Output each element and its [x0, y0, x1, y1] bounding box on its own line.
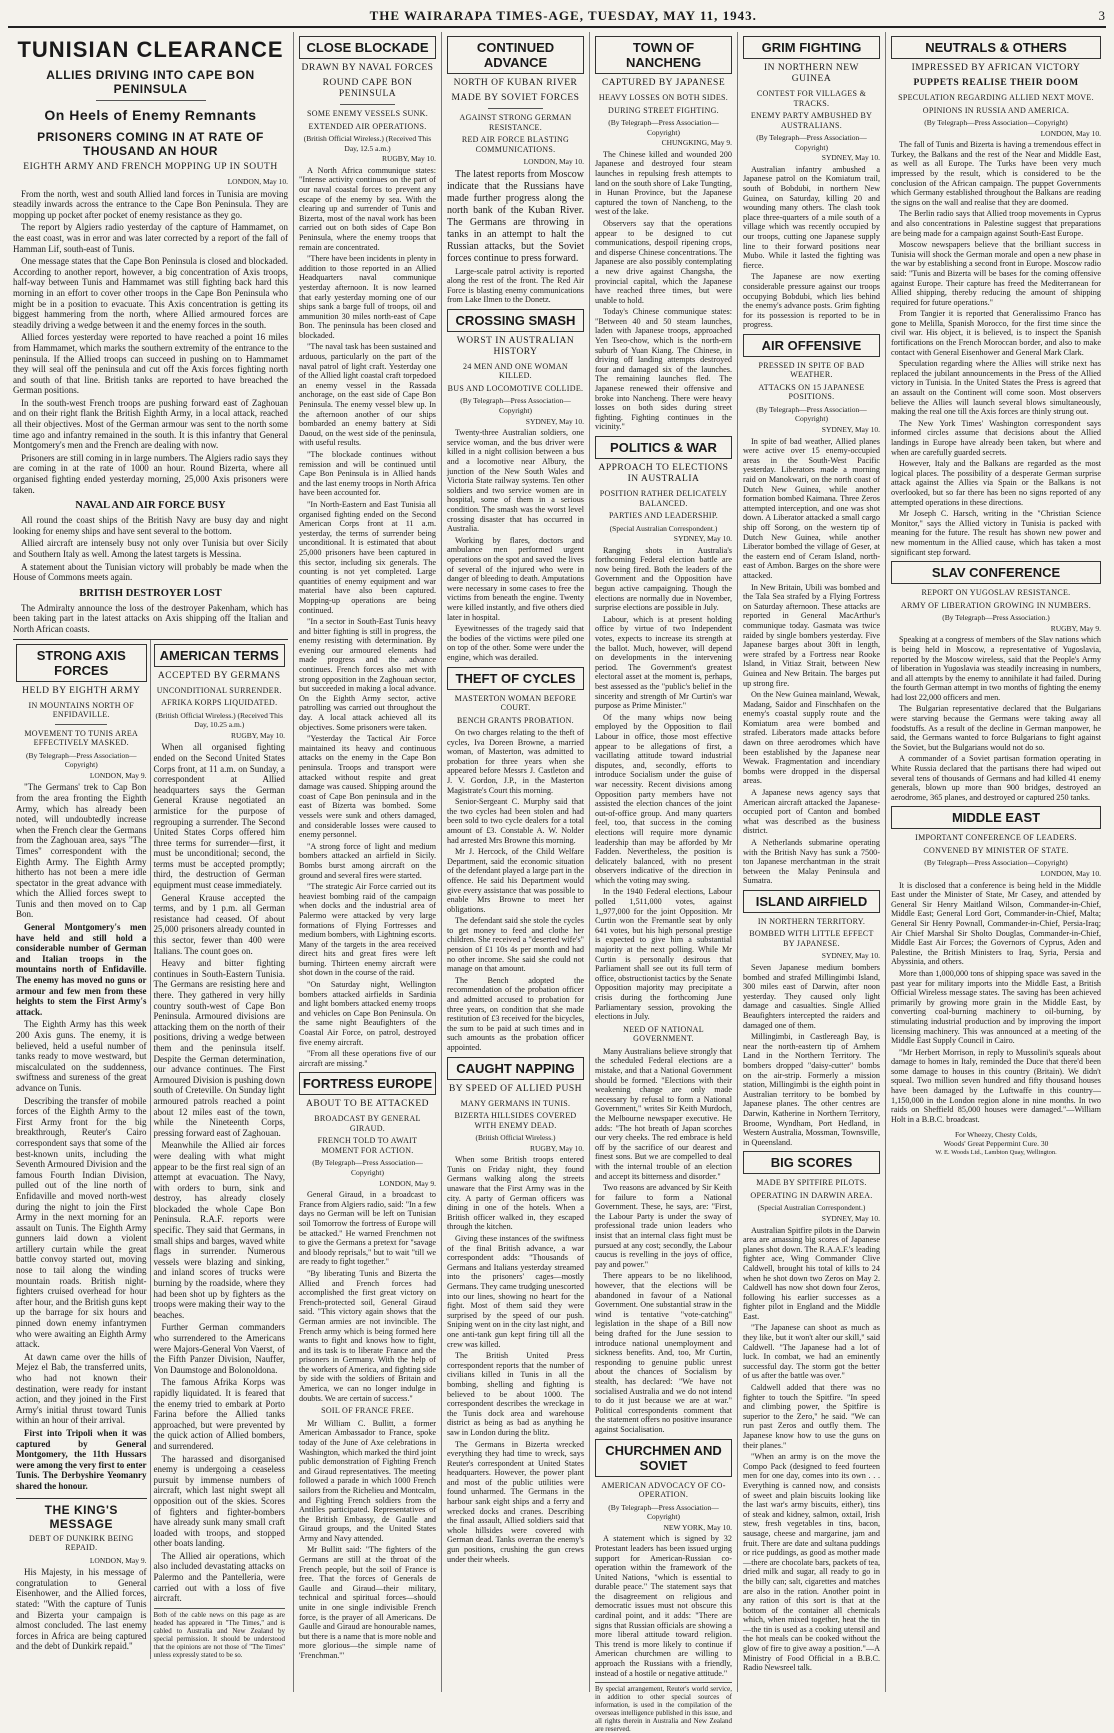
deck: DEBT OF DUNKIRK BEING REPAID.	[28, 1533, 134, 1553]
paragraph: Meanwhile the Allied air forces were dealing with what might appear to be the first real sign of an attempt at evacuation. The Navy, with orders to burn, sink and destroy, has already closely blockaded the whole Cape Bon Peninsula. R.A.F. reports were specific. They said that Germans, in small ships and barges, waved white flags in surrender. Numerous vessels were blazing and sinking, and inland scores of trucks were burning by the roadside, where they had been shot up by fighters as the troops were making their way to the beaches.	[153, 1140, 285, 1320]
headline-air-offensive: AIR OFFENSIVE	[743, 334, 880, 357]
ad-line: W. E. Woods Ltd., Lambton Quay, Wellington.	[935, 1149, 1057, 1157]
headline-theft-of-cycles: THEFT OF CYCLES	[447, 667, 584, 690]
paragraph: "The Germans' trek to Cap Bon from the area fronting the Eighth Army, which has already been noted, will undoubtedly increase when the French clear the Germans from the Zaghouan area, says "The Times" correspondent with the Eighth Army. The Eighth Army hitherto has not been a mere idle spectator in the great advance with which the Allied forces swept to Tunis and then moved on to Cap Bon.	[16, 782, 147, 920]
deck: On Heels of Enemy Remnants	[44, 107, 257, 123]
headline-town-of-nancheng: TOWN OF NANCHENG	[595, 36, 732, 74]
credit: (British Official Wireless.)	[475, 1133, 556, 1143]
paragraph: Many Australians believe strongly that the scheduled Federal elections are a mistake, and that a National Government should be formed. "Elections with their weakening change are only made necessary by refusal to form a National Government," writes Sir Keith Murdoch, the Melbourne newspaper executive. He adds: "The hot breath of Japan scorches our very cheeks. The red embrace is held off by the sacrifice of our dearest and finest sons. But we are compelled to deal with the internal trouble of an election and accept its bitterness and disorder."	[595, 1046, 732, 1181]
paragraph: The report by Algiers radio yesterday of the capture of Hammamet, on the east coast, was in error and was later corrected by a report of the fall of Hamman Lif, south-east of Tunis.	[13, 222, 288, 254]
deck: 24 MEN AND ONE WOMAN KILLED.	[463, 361, 568, 381]
deck: CONTEST FOR VILLAGES & TRACKS.	[756, 89, 867, 108]
deck: RED AIR FORCE BLASTING COMMUNICATIONS.	[461, 135, 570, 154]
headline: AMERICAN TERMS	[154, 644, 286, 667]
deck: HEAVY LOSSES ON BOTH SIDES.	[598, 93, 729, 102]
paragraph: "Yesterday the Tactical Air Force maintained its heavy and continuous attacks on the enemy in the Cape Bon peninsula. Troops and transport were attacked without respite and great damage was caused. Shipping around the coast of Cape Bon peninsula and in the east of Bizerta was bombed. Some vessels were sunk and others damaged, and considerable losses were caused to enemy personnel.	[299, 734, 436, 840]
headline-island-airfield: ISLAND AIRFIELD	[743, 890, 880, 913]
headline-close-blockade: CLOSE BLOCKADE	[299, 36, 436, 59]
paragraph: "Mr Herbert Morrison, in reply to Mussolini's squeals about damage to homes in Italy, reminded the Duce that there'd been some damage to houses in this country (Britain). We didn't squeal. Two million seven hundred and fifty thousand houses have been damaged by the Luftwaffe in this country—1,150,000 in the London region alone in nine months. In two raids on Sheffield 85,000 houses were damaged."—William Holt in a B.B.C. broadcast.	[891, 1047, 1101, 1124]
dateline: NEW YORK, May 10.	[663, 1522, 732, 1532]
headline-churchmen-and-soviet: CHURCHMEN AND SOVIET	[595, 1439, 732, 1477]
dateline: LONDON, May 9.	[379, 1178, 436, 1188]
paragraph: Heavy and bitter fighting continues in South-Eastern Tunisia. The Germans are resisting here and there. They gathered in very hilly country south-west of Cape Bon Peninsula. Armoured divisions are attacking them on the north of their positions, driving a wedge between them and the peninsula itself. Despite the German determination, our advance continues. The First Armoured Division is pushing down south of Creteville. On Sunday light armoured patrols reached a point about 12 miles east of the town, while the Nineteenth Corps, pressing forward east of Zaghouan.	[153, 958, 285, 1138]
paragraph: The famous Afrika Korps was rapidly liquidated. It is feared that the enemy tried to embark at Porto Farina before the Allied tanks approached, but were prevented by the quick action of Allied bombers, and surrendered.	[153, 1377, 285, 1451]
deck: HELD BY EIGHTH ARMY	[22, 685, 141, 696]
paragraph: "The naval task has been sustained and arduous, particularly on the part of the naval patrol of light craft. Yesterday one of the Allied light coastal craft torpedoed an enemy vessel in the Rassada anchorage, on the east side of Cape Bon Peninsula. The enemy vessel blew up. In the afternoon another of our ships bombarded an enemy battery at Sidi Daoud, on the west side of the peninsula, with useful results.	[299, 342, 436, 448]
dateline: RUGBY, May 10.	[529, 1143, 584, 1153]
paragraph: The Allied air operations, which also included devastating attacks on Palermo and the Pantelleria, were carried out with a loss of five aircraft.	[153, 1550, 285, 1604]
headline-continued-advance: CONTINUED ADVANCE	[447, 36, 584, 74]
paragraph: A commander of a Soviet partisan formation operating in White Russia declared that the partisans there had wiped out several tens of thousands of Germans and had killed 41 enemy generals, blown up more than 900 bridges, destroyed an aerodrome, 365 planes, and destroyed or captured 250 tanks.	[891, 754, 1101, 802]
paragraph: Australian Spitfire pilots in the Darwin area are amassing big scores of Japanese planes shot down. The R.A.A.F.'s leading fighter ace, Wing Commander Clive Caldwell, brought his total of kills to 24 when he shot down two Zeros on May 2. Caldwell has now shot down four Zeros, following his earlier successes as a fighter pilot in England and the Middle East.	[743, 1225, 880, 1321]
paragraph: The Japanese are now exerting considerable pressure against our troops occupying Bobdubi, which lies behind the enemy's advance posts. Grim fighting for its possession is reported to be in progress.	[743, 272, 880, 330]
paragraph: The harassed and disorganised enemy is undergoing a ceaseless pursuit by immense numbers of aircraft, which last night swept all opposition out of the skies. Scores of fighters and fighter-bombers have already sunk many small craft loaded with troops, and stopped other boats landing.	[153, 1453, 285, 1549]
paragraph: From the north, west and south Allied land forces in Tunisia are moving steadily inwards across the entrance to the Cape Bon Peninsula. They are mopping up pocket after pocket of enemy resistance as they go.	[13, 188, 288, 220]
deck: PARTIES AND LEADERSHIP.	[608, 511, 719, 520]
paragraph: Allied forces yesterday were reported to have reached a point 16 miles from Hammamet, which marks the southern extremity of the entrance to the peninsula. If the Allied troops can succeed in pushing on to Hammamet they will seal off the peninsula and cut off the Axis forces fighting north and south of that line. British tanks are reported to have breached the German positions.	[13, 332, 288, 396]
deck: IN NORTHERN NEW GUINEA	[763, 63, 860, 84]
ad-line: For Wheezy, Chesty Colds,	[954, 1130, 1038, 1140]
paragraph: Allied aircraft are intensely busy not only over Tunisia but over Sicily and Southern Italy as well. Among the latest targets is Messina.	[13, 538, 288, 559]
credit: (By Telegraph—Press Association—Copyright)	[756, 133, 867, 152]
dateline: LONDON, May 10.	[523, 157, 584, 166]
paragraph: The British United Press correspondent reports that the number of civilians killed in Tunis in all the bombing, shelling and fighting is believed to be about 1000. The correspondent describes the wreckage in the Tunis dock area and warehouse district as being as bad as anything he saw in London during the blitz.	[447, 1351, 584, 1437]
deck: NORTH OF KUBAN RIVER	[453, 78, 578, 88]
credit: (By Telegraph—Press Association—Copyright)	[25, 750, 137, 770]
paragraph: Twenty-three Australian soldiers, one service woman, and the bus driver were killed in a night collision between a bus and a locomotive near Albury, the junction of the New South Wales and Victoria State railway systems. Ten other soldiers and two service women are in hospital, some of them in a serious condition. The smash was the worst level crossing disaster that has occurred in Australia.	[447, 428, 584, 534]
paragraph: Observers say that the operations appear to be designed to cut communications, despoil ripening crops, and disperse Chinese concentrations. The Japanese are also possibly contemplating a new drive against Changsha, the provincial capital, which the Japanese have reached three times, but were unable to hold.	[595, 218, 732, 305]
paragraph: Labour, which is at present holding office by virtue of two Independent votes, expects to increase its strength at the ballot. Much, however, will depend on developments in the intervening period. The Government's greatest electoral asset at the moment is, perhaps, best assessed as the "public's belief in the sincerity and strength of Mr Curtin's war purpose as Prime Minister."	[595, 614, 732, 711]
advertisement	[891, 1130, 1101, 1157]
paragraph: The Bench adopted the recommendation of the probation officer and admitted accused to probation for three years, on condition that she made restitution of £3 received for the bicycles, the sum to be paid at such times and in such amounts as the probation officer appointed.	[447, 975, 584, 1052]
paragraph: "A strong force of light and medium bombers attacked an airfield in Sicily. Bombs burst among aircraft on the ground and several fires were started.	[299, 841, 436, 880]
paragraph: More than 1,000,000 tons of shipping space was saved in the past year for military imports into the Middle East, a British Official Wireless message states. The saving has been achieved primarily by growing more grain in the Middle East, by converting coal-burning machinery to oil-burning, by stimulating industrial production and by improving the import licensing machinery. This was announced at a meeting of the Middle East Supply Council in Cairo.	[891, 968, 1101, 1046]
dateline: RUGBY, May 10.	[230, 730, 285, 740]
subheading: SOIL OF FRANCE FREE.	[321, 1406, 414, 1416]
deck: BIZERTA HILLSIDES COVERED WITH ENEMY DEAD.	[454, 1111, 577, 1130]
paragraph: On the New Guinea mainland, Wewak, Madang, Saidor and Finschhafen on the enemy's coastal supply route and the Komiatum area were bombed and strafed. Liberators made attacks before dawn on three aerodromes which have been established by the Japanese near Wewak. Fragmentation and incendiary bombs were dropped in the dispersal areas.	[743, 690, 880, 786]
credit: (Special Australian Correspondent.)	[757, 1203, 866, 1213]
paragraph: A Japanese news agency says that American aircraft attacked the Japanese-occupied port of Canton and bombed what was described as the business district.	[743, 788, 880, 836]
paragraph: The Chinese killed and wounded 200 Japanese and destroyed four steam launches in repulsing fresh attempts to land on the south shore of Lake Tungting, in Hunan Province, but the Japanese captured the town of Nancheng, to the west of the lake.	[595, 149, 732, 217]
masthead	[8, 6, 1106, 28]
paragraph: The Eighth Army has this week 200 Axis guns. The enemy, it is believed, held a useful number of tanks ready to move westward, but miscalculated on the suddenness, swiftness and sureness of the great advance on Tunis.	[16, 1019, 147, 1093]
credit: (By Telegraph—Press Association—Copyright)	[924, 118, 1068, 127]
paragraph: Giving these instances of the swiftness of the final British advance, a war correspondent adds: "Thousands of Germans and Italians yesterday streamed into the prisoners' cages—mostly Germans. They came trudging unescorted into our lines, showing no heart for the fight. Most of them said they were surprised by the speed of our push. Sniping went on in the city last night, and one anti-tank gun kept firing till all the crew was killed.	[447, 1234, 584, 1349]
paragraph: The latest reports from Moscow indicate that the Russians have made further progress along the north bank of the Kuban River. The Germans are throwing in tanks in an attempt to halt the Russian attacks, but the Soviet forces continue to press forward.	[447, 168, 584, 264]
dateline: CHUNGKING, May 9.	[661, 138, 732, 148]
headline-slav-conference: SLAV CONFERENCE	[891, 561, 1101, 584]
dateline: RUGBY, May 10.	[381, 154, 436, 164]
deck: ENEMY PARTY AMBUSHED BY AUSTRALIANS.	[750, 111, 873, 130]
article-strong-axis-forces	[13, 640, 151, 1659]
headline: THE KING'S MESSAGE	[16, 1498, 147, 1531]
column-6	[886, 32, 1106, 1692]
credit: (By Telegraph—Press Association—Copyright)	[756, 404, 867, 424]
deck: EXTENDED AIR OPERATIONS.	[308, 121, 427, 131]
deck: DRAWN BY NAVAL FORCES	[301, 63, 434, 73]
masthead-title: THE WAIRARAPA TIMES-AGE, TUESDAY, MAY 11, 1943.	[369, 8, 757, 23]
paragraph: The Admiralty announce the loss of the destroyer Pakenham, which has been taking part in the latest attacks on Axis shipping off the Italian and North African coasts.	[13, 602, 288, 634]
paragraph: Ranging shots in Australia's forthcoming Federal election battle are now being fired. Both the leaders of the Government and the Opposition have begun active campaigning. Though the elections are normally due in November, surprise elections are possible in July.	[595, 545, 732, 613]
paragraph: Mr Joseph C. Harsch, writing in the "Christian Science Monitor," says the Allied victory in Tunisia is packed with meaning for the future. The result has shown new power and new momentum in the Allied cause, which has taken a most significant step forward.	[891, 509, 1101, 557]
dateline: LONDON, May 9.	[89, 1555, 147, 1565]
deck: APPROACH TO ELECTIONS IN AUSTRALIA	[598, 463, 729, 484]
dateline: LONDON, May 10.	[1040, 869, 1101, 878]
deck: POSITION RATHER DELICATELY BALANCED.	[599, 489, 728, 508]
credit: (Special Australian Correspondent.)	[609, 523, 718, 533]
paragraph: In New Britain, Ubili was bombed and the Tala Sea strafed by a Flying Fortress on Saturday afternoon. These attacks are reported in General MacArthur's communique today. Gasmata was twice raided by single bombers yesterday. Five Japanese barges about 30ft in length, were strafed by a Fortress near Rooke Island, in Vitiaz Strait, between New Guinea and New Britain. The barges put up strong fire.	[743, 582, 880, 688]
paragraph: A statement which is signed by 32 Protestant leaders has been issued urging support for American-Russian co-operation within the framework of the United Nations, "which is essential to durable peace." The statement says that the disagreement on religious and democratic issues must not obscure this cardinal point, and it adds: "There are signs that Russian officials are showing a more liberal attitude toward religion. This trend is more likely to continue if American churchmen are willing to approach the Russians with a friendly, instead of a hostile or negative attitude."	[595, 1534, 732, 1678]
deck: OPINIONS IN RUSSIA AND AMERICA.	[922, 105, 1070, 115]
paragraph: Eyewitnesses of the tragedy said that the bodies of the victims were piled one on top of the other. Some were under the engine, which was derailed.	[447, 624, 584, 662]
paragraph: At dawn came over the hills of Mejez el Bab, the transferred units, who had not known their destination, were ready for instant action, and they joined in the First Army's initial thrust toward Tunis within an hour of their arrival.	[16, 1351, 147, 1426]
paragraph: "When an army is on the move the Compo Pack (designed to feed fourteen men for one day, comes into its own . . . Everything is canned now, and consists of sweet and plain biscuits looking like the last war's army biscuits, either), tins of steak and kidney, salmon, oxtail, Irish stew, fresh vegetables in tins, bacon, sausage, cheese and margarine, jam and fruit. There are date and sultana puddings or rice puddings, as good as mother made—there are chocolate bars, packets of tea, dried milk and sugar, all ready to go in the billy can; salt, cigarettes and matches are also in the ration. Another point in any ration of this sort is that at the bottom of the container all chemicals which, when mixed together, heat the tin—the tin is used as a cooking utensil and the hot meals can be cooked without the glow of fire to give away a position."—A Ministry of Food Official in a B.B.C. Radio Newsreel talk.	[743, 1452, 880, 1673]
paragraph: When all organised fighting ended on the Second United States Corps front, at 11 a.m. on Sunday, a correspondent at Allied headquarters says the German General Krause negotiated an armistice for the purpose of regrouping a surrender. The Second United States Corps offered him three terms for surrender—first, it must be unconditional; second, the terms must be accepted promptly; third, the destruction of German equipment must cease immediately.	[153, 742, 285, 891]
deck: ARMY OF LIBERATION GROWING IN NUMBERS.	[900, 600, 1092, 610]
paragraph: "The strategic Air Force carried out its heaviest bombing raid of the campaign when docks and the industrial area of Palermo were attacked by very large formations of Flying Fortresses and medium bombers, with Lightning escorts. Many of the targets in the area received direct hits and great fires were left burning. Thirteen enemy aircraft were shot down in the course of the raid.	[299, 882, 436, 978]
deck: BOMBED WITH LITTLE EFFECT BY JAPANESE.	[749, 929, 874, 948]
paragraph: Today's Chinese communique states: "Between 40 and 50 steam launches, laden with Japanese troops, approached Yen Tseo-chow, which is the north-ern suburb of Yuan Kiang. The Chinese, in driving off landing attempts destroyed four and damaged six of the launches. The remaining launches fled. The Japanese renewed their offensive and broke into Nancheng. There were heavy losses on both sides during street fighting. Fighting continues in the vicinity."	[595, 307, 732, 432]
paragraph: "There have been incidents in plenty in addition to those reported in an Allied Headquarters naval communique yesterday afternoon. It is now learned that early yesterday morning one of our ships sank a barge full of troops, oil and ammunition 30 miles north-east of Cape Bon. The peninsula has been closed and blockaded.	[299, 254, 436, 340]
dateline: LONDON, May 10.	[1040, 128, 1101, 138]
paragraph: Working by flares, doctors and ambulance men performed urgent operations on the spot and saved the lives of several of the injured who were in danger of bleeding to death. Amputations were necessary in some cases to free the victims from beneath the engine. Twenty were killed instantly, and five others died later in hospital.	[447, 535, 584, 622]
column-2	[294, 32, 442, 1692]
paragraph: The New York Times' Washington correspondent says informed circles assume that decisions about the Allied landings in Europe have already been taken, but where and when are carefully guarded secrets.	[891, 418, 1101, 457]
deck: MADE BY SPITFIRE PILOTS.	[756, 1178, 867, 1188]
dateline: SYDNEY, May 10.	[821, 425, 880, 435]
headline: STRONG AXIS FORCES	[16, 644, 147, 682]
deck: PUPPETS REALISE THEIR DOOM	[913, 78, 1079, 88]
paragraph: Senior-Sergeant C. Murphy said that the two cycles had been stolen and had been sold to two cycle dealers for a total amount of £3. Constable A. W. Nolder had arrested Mrs Browne this morning.	[447, 797, 584, 845]
credit: (By Telegraph—Press Association—Copyright)	[312, 1158, 423, 1177]
paragraph: The Germans in Bizerta wrecked everything they had time to wreck, says Reuter's correspondent at United States headquarters. However, the power plant and most of the public utilities were found unharmed. The Germans in the harbour sank eight ships and a ferry and wrecked docks and cranes. Describing the final assault, Allied soldiers said that whole hillsides were covered with German dead. Tanks overran the enemy's gun positions, crushing the gun crews under their wheels.	[447, 1439, 584, 1564]
paragraph: "The blockade continues without remission and will be continued until Cape Bon Peninsula is in Allied hands and the last enemy troops in North Africa have been accounted for.	[299, 450, 436, 498]
paragraph: General Giraud, in a broadcast to France from Algiers radio, said: "In a few days no German will be left on Tunisian soil Tomorrow the fortress of Europe will be attacked." He warned Frenchmen not to give the Germans a pretext for "savage and bloody reprisals," but to wait "till we are ready to fight together."	[299, 1190, 436, 1267]
deck: AFRIKA KORPS LIQUIDATED.	[161, 698, 278, 708]
paragraph: In the 1940 Federal elections, Labour polled 1,511,000 votes, against 1,,977,000 for the joint Opposition. Mr Curtin won the Fremantle seat by only 641 votes, but his high personal prestige is expected to give him a substantial majority at the next polling. While Mr Curtin is personally desirous that Parliament shall see out its full term of office, obstructionist tactics by the Senate Opposition majority may precipitate a crisis during the forthcoming June Parliamentary session, provoking the elections in July.	[595, 887, 732, 1022]
column-3	[442, 32, 590, 1692]
deck: BENCH GRANTS PROBATION.	[457, 715, 574, 725]
paragraph: "By liberating Tunis and Bizerta the Allied and French forces had accomplished the first great victory on French-protected soil, General Giraud said. "This victory again shows that the German armies are not invincible. The French army which is being formed here wants to fight and knows how to fight, and its task is to liberate France and the prisoners in Germany. With the help of the workers of America, and fighting side by side with the soldiers of Britain and America, we can no longer indulge in doubts. We are certain of success."	[299, 1268, 436, 1403]
article-american-terms	[151, 640, 289, 1659]
paragraph: In spite of bad weather, Allied planes were active over 15 enemy-occupied areas in the South-West Pacific yesterday. Liberators made a morning raid on Manokwari, on the north coast of Dutch New Guinea, while another formation bombed Kaimana. Three Zeros attempted interception, and one was shot down. A Liberator attacked a small cargo ship off Sorong, on the western tip of Dutch New Guinea, while another Liberator bombed the village of Geser, at the eastern end of Ceram Island, north-east of Ambon. Barges on the shore were attacked.	[743, 436, 880, 580]
headline-middle-east: MIDDLE EAST	[891, 806, 1101, 829]
headline-neutrals-and-others: NEUTRALS & OTHERS	[891, 36, 1101, 59]
reuter-note: By special arrangement, Reuter's world service, in addition to other special sources of information, is used in the compilation of the overseas intelligence published in this issue, and all rights therein in Australia and New Zealand are reserved.	[595, 1682, 732, 1733]
paragraph: A North Africa communique states: "Intense activity continues on the part of our naval coastal forces to prevent any escape of the enemy by sea. With the clearing up and surrender of Tunis and Bizerta, most of the naval work has been carried out on both sides of Cape Bon Peninsula, where the enemy troops that remain are concentrated.	[299, 165, 436, 252]
deck: DURING STREET FIGHTING.	[608, 105, 719, 115]
deck: ALLIES DRIVING INTO CAPE BON PENINSULA	[46, 68, 255, 96]
paragraph: When some British troops entered Tunis on Friday night, they found Germans walking along the streets unaware that the First Army was in the city. A party of German officers was dining in one of the hotels. When a British officer walked in, they escaped through the kitchen.	[447, 1155, 584, 1232]
deck: ABOUT TO BE ATTACKED	[306, 1099, 429, 1110]
paragraph: "In a sector in South-East Tunis heavy and bitter fighting is still in progress, the enemy resisting with determination. By evening our armoured elements had made progress and the advance continues. French forces also met with strong opposition in the Zaghouan sector, but succeeded in making a local advance. On the Eighth Army sector, active patrolling was carried out throughout the day. A local attack achieved all its objectives. Some prisoners were taken.	[299, 617, 436, 732]
paragraph: All round the coast ships of the British Navy are busy day and night looking for enemy ships and have sent several to the bottom.	[13, 515, 288, 536]
paragraph: Mr William C. Bullitt, a former American Ambassador to France, spoke today of the June of Axe celebrations in Washington, which marked the third joint public demonstration of Fighting French and Giraud representatives. The meeting followed a parade in which 1000 French sailors from the Richelieu and Montcalm, and Fighting French soldiers from the Antilles participated. Representatives of the British Embassy, de Gaulle and Giraud groups, and the United States Army and Navy attended.	[299, 1418, 436, 1543]
headline-tunisian-clearance: TUNISIAN CLEARANCE	[17, 37, 284, 62]
paragraph: The defendant said she stole the cycles to get money to feed and clothe her children. She received a "deserted wife's" pension of £1 10s 4s per month and had no other income. She said she could not manage on that amount.	[447, 916, 584, 974]
deck: IN MOUNTAINS NORTH OF ENFIDAVILLE.	[28, 700, 134, 720]
paragraph: The Bulgarian representative declared that the Bulgarians were starving because the Germans were taking away all foodstuffs. As a result of the decline in German manpower, he said, the Germans wanted to force Bulgarians to fight against the Soviet, but the Bulgarians would not do so.	[891, 704, 1101, 752]
deck: AGAINST STRONG GERMAN RESISTANCE.	[459, 113, 572, 132]
credit: (By Telegraph—Press Association—Copyright)	[608, 1502, 719, 1522]
page-number: 3	[1098, 8, 1106, 23]
credit: (By Telegraph—Press Association—Copyright)	[608, 118, 719, 137]
paragraph: Mr Bullitt said: "The fighters of the Germans are still at the throat of the French people, but the soil of France is free. That the forces of Generals de Gaulle and Giraud—their military, technical and spiritual forces—should unite in one single indivisible French force, is the prayer of all Americans. De Gaulle and Giraud are honourable names, but there is a name that is more noble and more glorious—the simple name of 'Frenchman.'"	[299, 1545, 436, 1660]
deck: MANY GERMANS IN TUNIS.	[460, 1098, 571, 1108]
headline-grim-fighting: GRIM FIGHTING	[743, 36, 880, 59]
credit: (By Telegraph—Press Association—Copyright)	[924, 858, 1068, 868]
deck: ACCEPTED BY GERMANS	[157, 670, 281, 681]
paragraph: Of the many whips now being employed by the Opposition to flail Labour in office, those most effective appear to be allegations of first, a vacillating attitude toward industrial disputes, and, secondly, efforts to introduce Socialism under the guise of war necessity. Recent divisions among Opposition party members have not assisted the election chances of the joint out-of-office group. And many quarters feel, too, that success in the coming elections will require more dynamic leadership than may be afforded by Mr Fadden. Nevertheless, the position is delicately balanced, with no present observers indicative of the direction in which the voting may swing.	[595, 712, 732, 885]
paragraph: General Montgomery's men have held and still hold a considerable number of German and Italian troops in the mountains north of Enfidaville. The enemy has moved no guns or armour and few men from these heights to stem the First Army's attack.	[16, 922, 147, 1017]
paragraph: Prisoners are still coming in in large numbers. The Algiers radio says they are coming in at the rate of 1000 an hour. Round Bizerta, where all organised fighting ended yesterday morning, 25,000 Axis prisoners were taken.	[13, 452, 288, 495]
dateline: RUGBY, May 9.	[1050, 623, 1101, 633]
credit: (British Official Wireless.) (Received This Day, 10.25 a.m.)	[155, 710, 283, 730]
deck: BY SPEED OF ALLIED PUSH	[448, 1083, 583, 1094]
deck: PRESSED IN SPITE OF BAD WEATHER.	[758, 360, 865, 380]
paragraph: Mr J. Hercock, of the Child Welfare Department, said the economic situation of the defendant played a large part in the offence. He said his Department would give every assistance that was possible to enable Mrs Browne to meet her obligations.	[447, 847, 584, 914]
paragraph: However, Italy and the Balkans are regarded as the most logical places. The possibility of a desperate German surprise attack against the Allies via Spain or the Balkans is not overlooked, but so far there has been no signs reported of any attempted operations in these directions.	[891, 459, 1101, 507]
dateline: LONDON, May 10.	[227, 177, 288, 186]
deck: EIGHTH ARMY AND FRENCH MOPPING UP IN SOUTH	[23, 162, 278, 172]
paragraph: First into Tripoli when it was captured by General Montgomery, the 11th Hussars were among the very first to enter Tunis. The Derbyshire Yeomanry shared the honour.	[16, 1427, 147, 1491]
paragraph: On two charges relating to the theft of cycles, Iva Doreen Browne, a married woman, of Masterton, was admitted to probation for three years when she appeared before Messrs J. Castleton and J. V. Gordon, J.P., in the Masterton Magistrate's Court this morning.	[447, 728, 584, 795]
deck: BROADCAST BY GENERAL GIRAUD.	[314, 1114, 421, 1133]
deck: BUS AND LOCOMOTIVE COLLIDE.	[447, 383, 584, 393]
paragraph: A statement about the Tunisian victory will probably be made when the House of Commons meets again.	[13, 561, 288, 583]
deck: MADE BY SOVIET FORCES	[451, 93, 580, 103]
dateline: SYDNEY, May 10.	[821, 951, 880, 961]
paragraph: "The Japanese can shoot as much as they like, but it won't alter our skill," said Caldwell. "The Japanese had a lot of luck. In combat, we had an eminently successful day. The storm got the better of us after the battle was over."	[743, 1323, 880, 1381]
paragraph: Millingimbi, in Castlereagh Bay, is near the north-eastern tip of Arnhem Land in the Northern Territory. The bombers dropped "daisy-cutter" bombs on the air-strip. Formerly a mission station, Millingimbi is the eighth point in Australian territory to be bombed by Japanese planes. The other centres are Darwin, Katherine in Northern Territory, Broome, Wyndham, Port Hedland, in Western Australia, Mossman, Townsville, in Queensland.	[743, 1032, 880, 1147]
credit: (British Official Wireless.) (Received This Day, 12.5 a.m.)	[303, 134, 432, 153]
paragraph: Seven Japanese medium bombers bombed and strafed Millingimbi Island, 300 miles east of Darwin, after noon yesterday. They caused only light damage and casualties. Single Allied Beaufighters intercepted the raiders and damaged one of them.	[743, 963, 880, 1030]
headline-fortress-europe: FORTRESS EUROPE	[299, 1072, 436, 1095]
paragraph: Moscow newspapers believe that the brilliant success in Tunisia will shock the German morale and open a new phase in the war by establishing a second front in Europe. Moscow radio said: "Tunis and Bizerta will be bases for the coming offensive against Europe. Their capture has freed the Mediterranean for Allied shipping, thereby reducing the amount of shipping required for future operations."	[891, 240, 1101, 307]
subheading: BRITISH DESTROYER LOST	[79, 587, 222, 599]
ad-line: Woods' Great Peppermint Cure. 30	[943, 1139, 1049, 1149]
paragraph: Two reasons are advanced by Sir Keith for failure to form a National Government. These, he says, are: "First, the Labour Party is under the sway of professional trade union leaders who insist that an internal class fight must be pursued at any cost; secondly, the Labour caucus is revelling in the joys of office, pay and power."	[595, 1183, 732, 1269]
paragraph: The fall of Tunis and Bizerta is having a tremendous effect in Turkey, the Balkans and the rest of the Near and Middle East, as well as all Europe. The Turks have been very much impressed by the result, which is considered to be the conclusion of the African campaign. The puppet Governments which Germany established throughout the Balkans are reading the signs on the wall and realise that they are doomed.	[891, 140, 1101, 207]
paragraph: Speculation regarding where the Allies will strike next has replaced the jubilant announcements in the Press of the Allied victory in Tunisia. In the United States the Press is agreed that an assault on the Continent will come soon. Most observers believe the Allies will launch several blows simultaneously, making the real one till the Axis forces are thinly strung out.	[891, 359, 1101, 417]
deck: CAPTURED BY JAPANESE	[601, 78, 726, 88]
deck: UNCONDITIONAL SURRENDER.	[156, 685, 282, 695]
deck: ATTACKS ON 15 JAPANESE POSITIONS.	[758, 382, 865, 402]
paragraph: "On Saturday night, Wellington bombers attacked airfields in Sardinia and light bombers attacked enemy troops and vehicles on Cape Bon Peninsula. On the same night Beaufighters of the Coastal Air Force, on patrol, destroyed five enemy aircraft.	[299, 980, 436, 1047]
paragraph: Australian infantry ambushed a Japanese patrol on the Komiatum trail, south of Bobdubi, in northern New Guinea, on Saturday, killing 20 and wounding many others. The clash took place three-quarters of a mile south of a village which was recently occupied by our troops, cutting one Japanese supply line to their forward positions near Mubo. While it lasted the fighting was fierce.	[743, 164, 880, 270]
paragraph: General Krause accepted the terms, and by 1 p.m. all German resistance had ceased. Of about 25,000 prisoners already counted in this sector, fewer than 400 were Italians. The count goes on.	[153, 892, 285, 956]
headline-politics-and-war: POLITICS & WAR	[595, 436, 732, 459]
deck: IMPORTANT CONFERENCE OF LEADERS.	[915, 833, 1077, 843]
deck: SOME ENEMY VESSELS SUNK.	[307, 109, 428, 118]
paragraph: A Netherlands submarine operating with the British Navy has sunk a 7500-ton Japanese merchantman in the strait between the Malay Peninsula and Sumatra.	[743, 838, 880, 886]
headline-crossing-smash: CROSSING SMASH	[447, 309, 584, 332]
paragraph: The Berlin radio says that Allied troop movements in Cyprus and also concentrations in Palestine suggest that preparations are being made for a campaign against South-East Europe.	[891, 209, 1101, 238]
paragraph: In the south-west French troops are pushing forward east of Zaghouan and on their right flank the British Eighth Army, in a local attack, reached all their objectives. Most of the German armour was sent to the north some time ago and infantry remained in the south. It is this infantry that General Montgomery's men and the French are dealing with now.	[13, 397, 288, 451]
dateline: SYDNEY, May 10.	[821, 153, 880, 163]
column-4	[590, 32, 738, 1733]
deck: MASTERTON WOMAN BEFORE COURT.	[454, 693, 577, 712]
deck: REPORT ON YUGOSLAV RESISTANCE.	[921, 588, 1071, 598]
deck: ROUND CAPE BON PENINSULA	[322, 78, 413, 99]
deck: IN NORTHERN TERRITORY.	[757, 916, 866, 926]
dateline: SYDNEY, May 10.	[821, 1213, 880, 1223]
credit: (By Telegraph—Press Association.)	[942, 613, 1050, 623]
subheading: NEED OF NATIONAL GOVERNMENT.	[623, 1024, 704, 1044]
paragraph: His Majesty, in his message of congratulation to General Eisenhower, and the Allied forces, stated: "With the capture of Tunis and Bizerta your campaign is almost concluded. The last enemy forces in Africa are being captured and the debt of Dunkirk repaid."	[16, 1567, 147, 1652]
paragraph: "From all these operations five of our aircraft are missing."	[299, 1049, 436, 1068]
paragraph: From Tangier it is reported that Generalissimo Franco has gone to Melilla, Spanish Morocco, for the first time since the civil war. His object, it is believed, is to inspect the Spanish fortifications on the French Moroccan border, and also to make contact with General Eisenhower and General Mark Clark.	[891, 309, 1101, 357]
deck: CONVENED BY MINISTER OF STATE.	[923, 845, 1069, 855]
subheading: NAVAL AND AIR FORCE BUSY	[75, 500, 226, 512]
paragraph: Further German commanders who surrendered to the Americans were Majors-General Von Vaerst, of the Fifth Panzer Division, Nauffer, Von Daumstoge and Bolonoldona.	[153, 1322, 285, 1375]
dateline: LONDON, May 9.	[89, 770, 147, 780]
column-5	[738, 32, 886, 1692]
paragraph: "In North-Eastern and East Tunisia all organised fighting ended on the Second American Corps front at 11 a.m. yesterday, the terms of surrender being unconditional. It is estimated that about 25,000 prisoners have been captured in this sector, including six generals. The counting is not yet completed. Large quantities of enemy equipment and war material have also been captured. Mopping-up operations are being continued.	[299, 499, 436, 615]
headline-caught-napping: CAUGHT NAPPING	[447, 1057, 584, 1080]
paragraph: There appears to be no likelihood, however, that the elections will be abandoned in favour of a National Government. One substantial straw in the wind is tentative "vote-catching" legislation in the shape of a Bill now being drafted for the June session to introduce national unemployment and sickness benefits. And, too, Mr Curtin, responding to genuine public unrest about the chances of Socialism by stealth, has declared: "We have not socialised Australia and we do not intend to do it just because we are at war." Political correspondents comment that the statement offers no positive insurance against Socialisation.	[595, 1271, 732, 1434]
paragraph: It is disclosed that a conference is being held in the Middle East under the Minister of State, Mr Casey, and attended by General Sir Henry Maitland Wilson, Commander-in-Chief, Middle East; General Lord Gort, Commander-in-Chief, Malta; General Sir Henry Pownall, Commander-in-Chief, Persia-Iraq; Air Chief Marshal Sir Sholto Douglas, Commander-in-Chief, Middle East Air Forces; the Governors of Cyprus, Aden and Palestine, the British Ministers to Iraq, Syria, Persia and Abyssinia, and others.	[891, 880, 1101, 967]
deck: OPERATING IN DARWIN AREA.	[750, 1190, 873, 1200]
paragraph: Speaking at a congress of members of the Slav nations which is being held in Moscow, a representative of Yugoslavia, reported by the Moscow wireless, said that the People's Army of liberation in Yugoslavia was steadily increasing in numbers, and all attempts by the enemy to annihilate it had failed. During the fourth German attempt in two months of fighting the enemy had lost 22,000 officers and men.	[891, 635, 1101, 702]
deck: SPECULATION REGARDING ALLIED NEXT MOVE.	[898, 93, 1094, 102]
paragraph: One message states that the Cape Bon Peninsula is closed and blockaded. According to another report, however, a big concentration of Axis troops, half-way between Tunis and Hammamet was still fighting back hard this morning in an effort to cover other troops in the Cape Bon Peninsula who might be in a position to evacuate. This Axis concentration is getting its biggest hammering from the north, where Allied armoured forces are steadily driving a wedge between it and the enemy forces in the south.	[13, 256, 288, 330]
credit: (By Telegraph—Press Association—Copyright)	[460, 396, 571, 416]
dateline: SYDNEY, May 10.	[525, 416, 584, 426]
paragraph: Large-scale patrol activity is reported along the rest of the front. The Red Air Force is blasting enemy communications from Lake Ilmen to the Donetz.	[447, 266, 584, 305]
deck: MOVEMENT TO TUNIS AREA EFFECTIVELY MASKED.	[24, 728, 139, 748]
dateline: SYDNEY, May 10.	[673, 534, 732, 544]
headline-big-scores: BIG SCORES	[743, 1151, 880, 1174]
paragraph: Describing the transfer of mobile forces of the Eighth Army to the First Army front for the big breakthrough, Reuter's Cairo correspondent says that some of the best-known units, including the Seventh Armoured Division and the famous Fourth Indian Division, pulled out of the line north of Enfidaville and moved north-west during the night to join the First Army in the next morning for an assault on Tunis. The Eighth Army gunners laid down a violent artillery curtain while the great battle convoy started out, moving nose to tail along the winding mountain roads. British night-fighters cruised overhead for hour after hour, and the British guns kept up the barrage for six hours and pinned down enemy infantrymen who were awaiting an Eighth Army attack.	[16, 1095, 147, 1350]
paragraph: Caldwell added that there was no fighter to touch the Spitfire. "In speed and climbing power, the Spitfire is superior to the Zero," he said. "We can run past Zeros and outfly them. The Japanese know how to use the guns on their planes."	[743, 1383, 880, 1450]
deck: IMPRESSED BY AFRICAN VICTORY	[911, 63, 1081, 73]
copyright-note: Both of the cable news on this page as are headed has appeared in "The Times," and is cabled to Australia and New Zealand by special permission. It should be understood that the opinions are not those of "The Times" unless expressly stated to be so.	[154, 1608, 286, 1659]
deck: FRENCH TOLD TO AWAIT MOMENT FOR ACTION.	[317, 1136, 418, 1155]
deck: WORST IN AUSTRALIAN HISTORY	[456, 335, 575, 357]
column-1	[8, 32, 294, 1692]
deck: PRISONERS COMING IN AT RATE OF THOUSAND AN HOUR	[37, 130, 264, 158]
article-body	[13, 189, 288, 496]
deck: AMERICAN ADVOCACY OF CO-OPERATION.	[601, 1480, 726, 1500]
